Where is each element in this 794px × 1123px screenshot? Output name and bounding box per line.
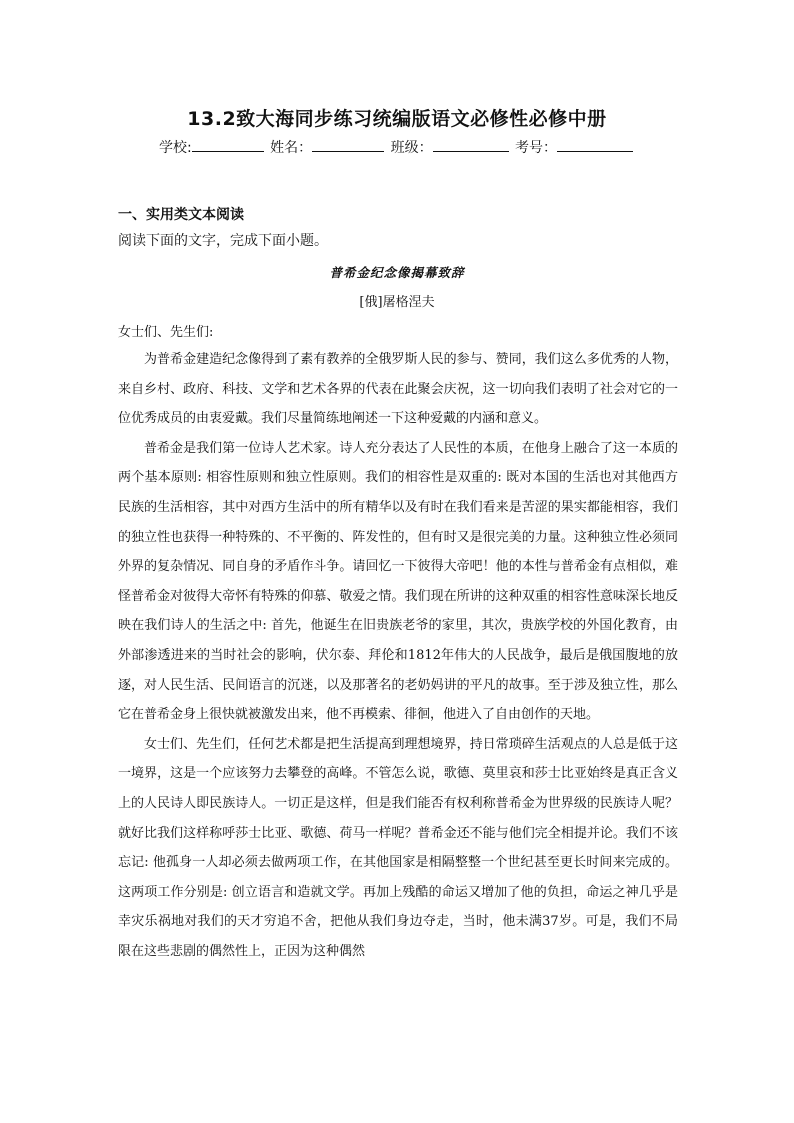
student-info-line bbox=[0, 137, 794, 157]
article-author: [俄]屠格涅夫 bbox=[359, 295, 435, 310]
article-title: 普希金纪念像揭幕致辞 bbox=[329, 265, 465, 280]
name-blank[interactable] bbox=[312, 137, 384, 152]
school-blank[interactable] bbox=[192, 137, 264, 152]
section-heading: 一、实用类文本阅读 bbox=[118, 207, 244, 223]
section-instruction: 阅读下面的文字，完成下面小题。 bbox=[118, 233, 328, 249]
article-greeting: 女士们、先生们: bbox=[118, 325, 214, 340]
article-paragraph: 女士们、先生们，任何艺术都是把生活提高到理想境界，持日常琐碎生活观点的人总是低于这一境界，这是一个应该努力去攀登的高峰。不管怎么说，歌德、莫里哀和莎士比亚始终是真正含义上的人民诗人即民族诗人。一切正是这样，但是我们能否有权利称普希金为世界级的民族诗人呢？就好比我们这样称呼莎士比亚、歌德、荷马一样呢？普希金还不能与他们完全相提并论。我们不该忘记: 他孤身一人却必须去做两项工作，在其他国家是相隔整整一个世纪甚至更长时间来完成的。这两项工作分别是: 创立语言和造就文学。再加上残酷的命运又增加了他的负担，命运之神几乎是幸灾乐祸地对我们的天才穷追不舍，把他从我们身边夺走，当时，他未满37岁。可是，我们不局限在这些悲剧的偶然性上，正因为这种偶然 bbox=[118, 736, 678, 959]
school-label: 学校: bbox=[158, 140, 192, 156]
exam-number-blank[interactable] bbox=[557, 137, 633, 152]
exam-number-label: 考号： bbox=[515, 140, 558, 156]
class-label: 班级： bbox=[390, 140, 433, 156]
class-blank[interactable] bbox=[433, 137, 509, 152]
article-body bbox=[118, 345, 678, 966]
article-paragraph: 普希金是我们第一位诗人艺术家。诗人充分表达了人民性的本质，在他身上融合了这一本质的两个基本原则: 相容性原则和独立性原则。我们的相容性是双重的: 既对本国的生活也对其他西方民族的生活相容，其中对西方生活中的所有精华以及有时在我们看来是苦涩的果实都能相容，我们的独立性也获得一种特殊的、不平衡的、阵发性的，但有时又是很完美的力量。这种独立性必须同外界的复杂情况、同自身的矛盾作斗争。请回忆一下彼得大帝吧！他的本性与普希金有点相似，难怪普希金对彼得大帝怀有特殊的仰慕、敬爱之情。我们现在所讲的这种双重的相容性意味深长地反映在我们诗人的生活之中: 首先，他诞生在旧贵族老爷的家里，其次，贵族学校的外国化教育，由外部渗透进来的当时社会的影响，伏尔泰、拜伦和1812年伟大的人民战争，最后是俄国腹地的放逐，对人民生活、民间语言的沉迷，以及那著名的老奶妈讲的平凡的故事。至于涉及独立性，那么它在普希金身上很快就被激发出来，他不再模索、徘徊，他进入了自由创作的天地。 bbox=[118, 440, 678, 723]
page-title: 13.2致大海同步练习统编版语文必修性必修中册 bbox=[187, 108, 607, 130]
name-label: 姓名： bbox=[270, 140, 313, 156]
article-paragraph: 为普希金建造纪念像得到了素有教养的全俄罗斯人民的参与、赞同，我们这么多优秀的人物，来自乡村、政府、科技、文学和艺术各界的代表在此聚会庆祝，这一切向我们表明了社会对它的一位优秀成员的由衷爱戴。我们尽量简练地阐述一下这种爱戴的内涵和意义。 bbox=[118, 352, 678, 427]
